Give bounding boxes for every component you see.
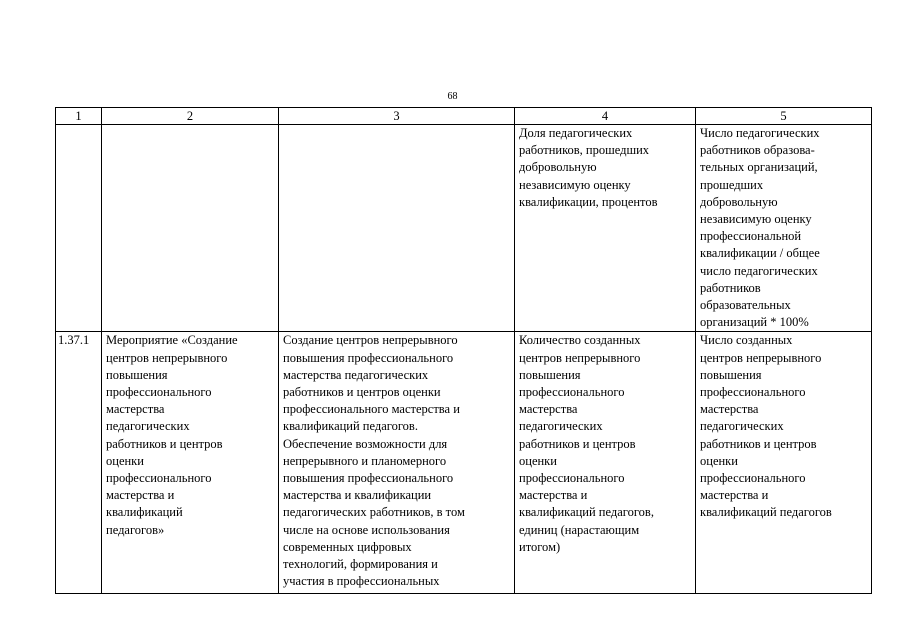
description-cell [279, 125, 515, 332]
event-cell: Мероприятие «Создание центров непрерывного повышения профессионального мастерства педагогических работников и центров оценки профессионального мастерства и квалификаций педагогов» [102, 332, 279, 594]
description-cell: Создание центров непрерывного повышения профессионального мастерства педагогических работников и центров оценки профессионального мастерства и квалификаций педагогов. Обеспечение возможности для непрерывного и планомерного повышения профессионального мастерства и квалификации педагогических работников, в том числе на основе использования современных цифровых технологий, формирования и участия в профессиональных [279, 332, 515, 594]
header-col-2: 2 [102, 108, 279, 125]
formula-cell: Число созданных центров непрерывного повышения профессионального мастерства педагогических работников и центров оценки профессионального мастерства и квалификаций педагогов [696, 332, 872, 594]
header-col-3: 3 [279, 108, 515, 125]
header-col-5: 5 [696, 108, 872, 125]
formula-cell: Число педагогических работников образова- тельных организаций, прошедших добровольную независимую оценку профессиональной квалификации / общее число педагогических работников образовательных организаций * 100% [696, 125, 872, 332]
measures-table [55, 107, 872, 594]
row-number-cell [56, 125, 102, 332]
row-number-cell: 1.37.1 [56, 332, 102, 594]
header-col-4: 4 [515, 108, 696, 125]
indicator-cell: Доля педагогических работников, прошедших добровольную независимую оценку квалификации, процентов [515, 125, 696, 332]
table-row [56, 125, 872, 332]
header-col-1: 1 [56, 108, 102, 125]
event-cell [102, 125, 279, 332]
indicator-cell: Количество созданных центров непрерывного повышения профессионального мастерства педагогических работников и центров оценки профессионального мастерства и квалификаций педагогов, единиц (нарастающим итогом) [515, 332, 696, 594]
table-row [56, 332, 872, 594]
table-header-row [56, 108, 872, 125]
page-number: 68 [447, 91, 458, 102]
